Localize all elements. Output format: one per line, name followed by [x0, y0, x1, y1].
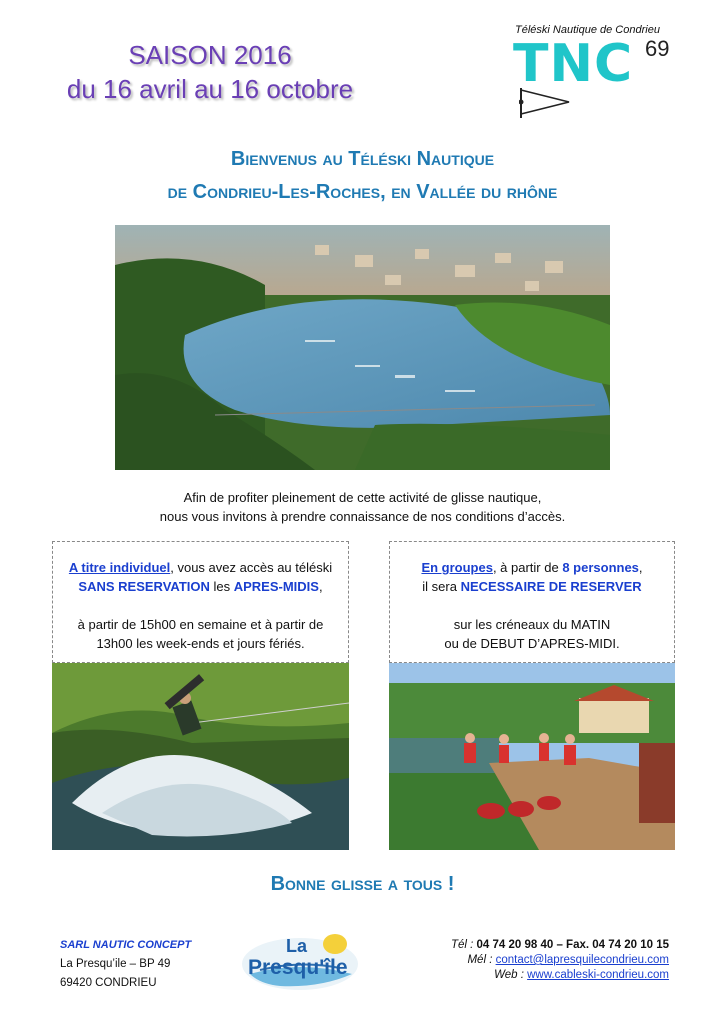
intro-line2: nous vous invitons à prendre connaissance de nos conditions d’accès. [159, 509, 566, 524]
afternoons: APRES-MIDIS [233, 579, 319, 594]
presquile-logo [240, 930, 360, 992]
reservation-required: NECESSAIRE DE RESERVER [460, 579, 642, 594]
individual-text1: , vous avez accès au téléski [170, 560, 333, 575]
individual-conditions-box [52, 541, 349, 663]
individual-comma: , [318, 579, 323, 594]
wakeboard-handle-icon [519, 86, 579, 120]
groups-slot-line2: ou de DEBUT D’APRES-MIDI. [444, 636, 620, 651]
address-line2: 69420 CONDRIEU [60, 977, 157, 989]
groups-lead: En groupes [421, 560, 493, 575]
groups-text1: , à partir de [492, 560, 563, 575]
individual-hours-line1: à partir de 15h00 en semaine et à partir de [77, 617, 324, 632]
season-year: SAISON 2016 [128, 40, 292, 70]
groups-count: 8 personnes [562, 560, 639, 575]
wakeboarder-photo [52, 663, 349, 850]
company-name: SARL NAUTIC CONCEPT [60, 939, 192, 951]
individual-lead: A titre individuel [68, 560, 171, 575]
mail-label: Mél : [467, 954, 496, 966]
phone-fax: 04 74 20 98 40 – Fax. 04 74 20 10 15 [476, 939, 669, 951]
logo-tagline: Téléski Nautique de Condrieu [515, 24, 660, 36]
groups-text2: il sera [422, 579, 461, 594]
tnc-logo [505, 24, 670, 124]
group-conditions-box [389, 541, 675, 663]
email-link[interactable]: contact@lapresquilecondrieu.com [495, 954, 669, 966]
logo-letters: TNC [513, 34, 634, 94]
lake-photo [115, 225, 610, 470]
footer-address [60, 936, 191, 993]
intro-text [100, 488, 625, 526]
headline-line2: de Condrieu-Les-Roches, en Vallée du rhône [167, 181, 558, 203]
web-label: Web : [494, 969, 528, 981]
logo-number: 69 [645, 36, 670, 61]
groups-slot-line1: sur les créneaux du MATIN [453, 617, 611, 632]
footer-contact [451, 938, 669, 983]
presquile-logo-line2: Presqu'île [248, 956, 348, 979]
individual-les: les [209, 579, 234, 594]
individual-hours-line2: 13h00 les week-ends et jours fériés. [96, 636, 305, 651]
season-dates: du 16 avril au 16 octobre [66, 74, 354, 104]
presquile-logo-line1: La [286, 936, 308, 956]
address-line1: La Presqu’ile – BP 49 [60, 958, 171, 970]
season-title [60, 38, 360, 106]
intro-line1: Afin de profiter pleinement de cette activité de glisse nautique, [183, 490, 542, 505]
headline-line1: Bienvenus au Téléski Nautique [230, 148, 495, 170]
closing-message: Bonne glisse a tous ! [270, 873, 455, 895]
groups-comma: , [638, 560, 643, 575]
website-link[interactable]: www.cableski-condrieu.com [527, 969, 669, 981]
group-photo [389, 663, 675, 850]
no-reservation: SANS RESERVATION [78, 579, 210, 594]
phone-label: Tél : [450, 939, 477, 951]
